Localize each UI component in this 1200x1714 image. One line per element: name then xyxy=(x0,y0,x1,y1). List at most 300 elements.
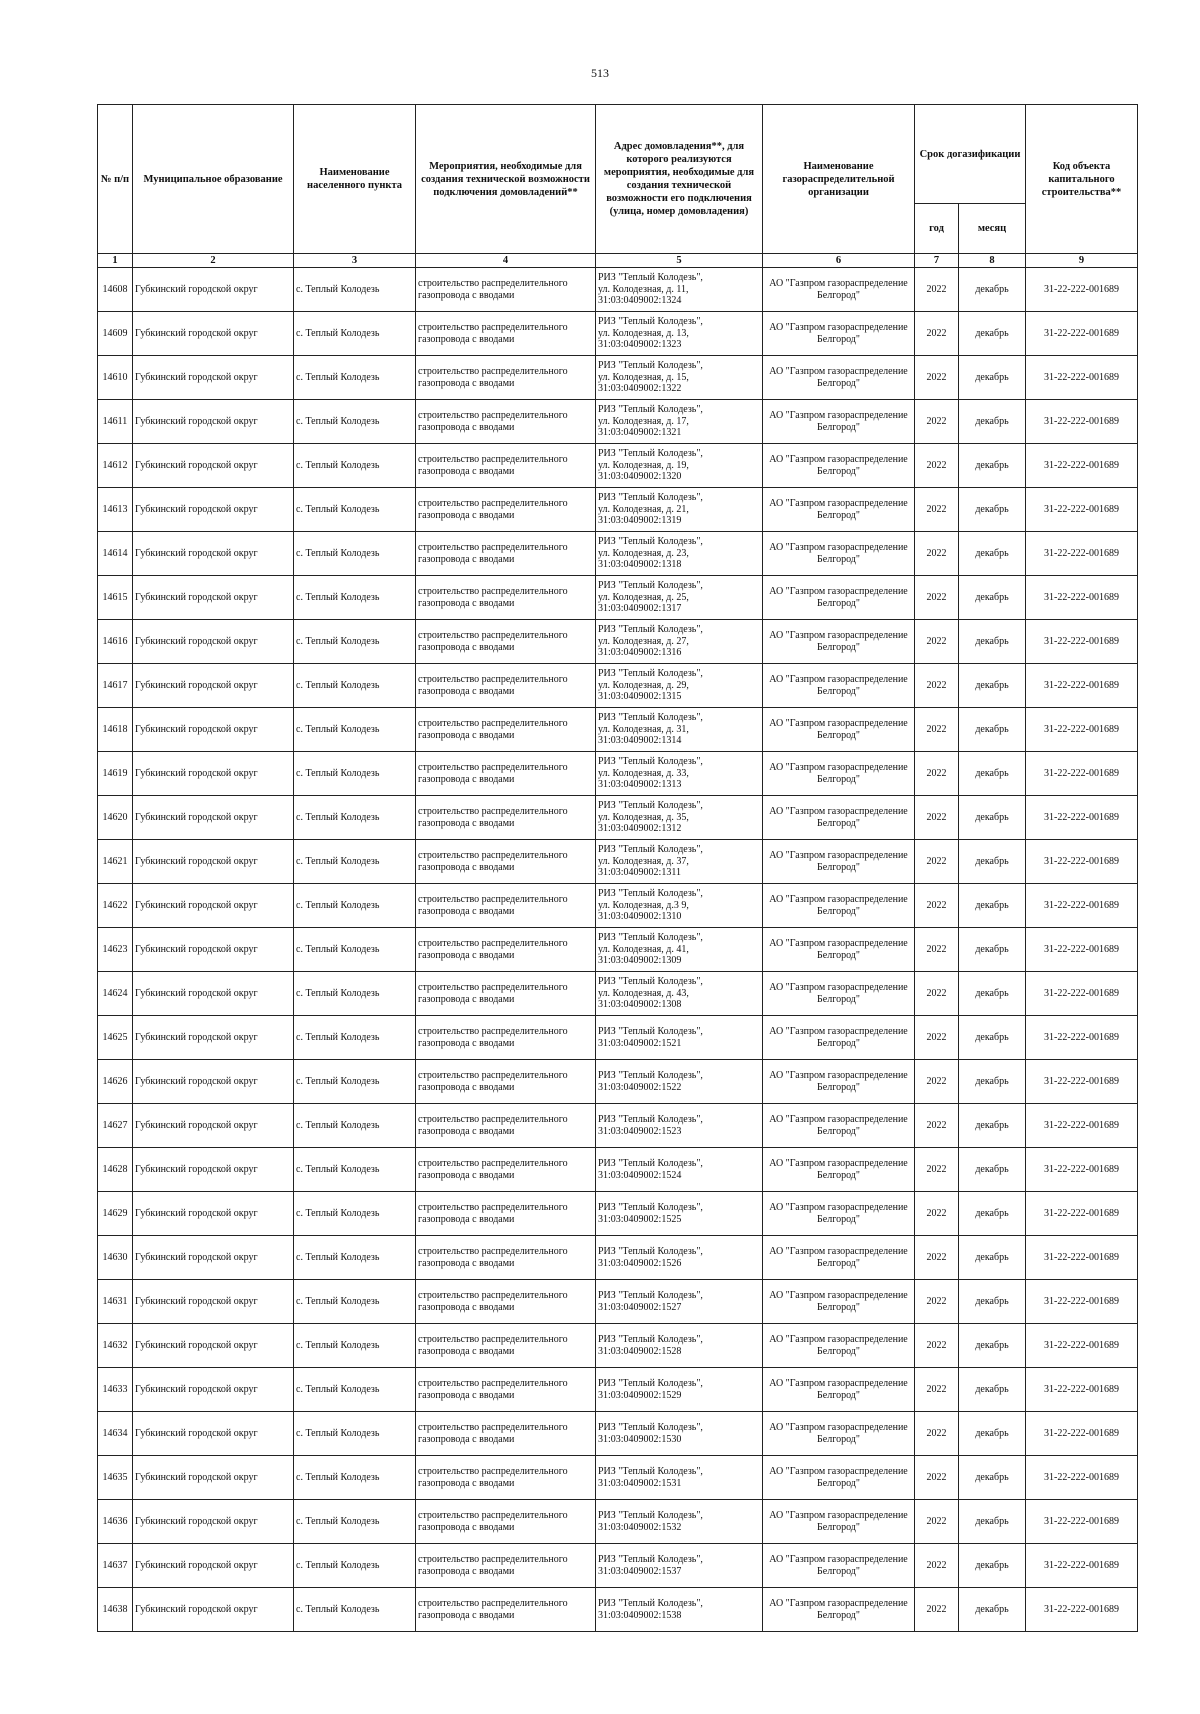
address-line: РИЗ "Теплый Колодезь", xyxy=(598,1466,703,1477)
month-cell: декабрь xyxy=(959,884,1026,928)
municipality-cell: Губкинский городской округ xyxy=(133,1412,294,1456)
activity-cell: строительство распределительного газопровода с вводами xyxy=(416,1368,596,1412)
municipality-cell: Губкинский городской округ xyxy=(133,1588,294,1632)
row-number-cell: 14633 xyxy=(98,1368,133,1412)
municipality-cell: Губкинский городской округ xyxy=(133,928,294,972)
address-cell xyxy=(596,928,763,972)
address-cell xyxy=(596,708,763,752)
object-code-cell: 31-22-222-001689 xyxy=(1026,1280,1138,1324)
municipality-cell: Губкинский городской округ xyxy=(133,1104,294,1148)
year-cell: 2022 xyxy=(915,1060,959,1104)
header-num: № п/п xyxy=(98,105,133,254)
table-row xyxy=(98,752,1138,796)
municipality-cell: Губкинский городской округ xyxy=(133,488,294,532)
header-address: Адрес домовладения**, для которого реализуются мероприятия, необходимые для создания технической возможности его подключения (улица, номер домовладения) xyxy=(596,105,763,254)
address-line: 31:03:0409002:1523 xyxy=(598,1125,682,1137)
address-cell xyxy=(596,620,763,664)
address-cell xyxy=(596,268,763,312)
address-line: РИЗ "Теплый Колодезь", xyxy=(598,1026,703,1037)
year-cell: 2022 xyxy=(915,1500,959,1544)
address-line: ул. Колодезная, д. 17, xyxy=(598,415,689,427)
table-row xyxy=(98,400,1138,444)
row-number-cell: 14617 xyxy=(98,664,133,708)
address-line: РИЗ "Теплый Колодезь", xyxy=(598,404,703,416)
month-cell: декабрь xyxy=(959,752,1026,796)
municipality-cell: Губкинский городской округ xyxy=(133,840,294,884)
address-line: РИЗ "Теплый Колодезь", xyxy=(598,756,703,768)
locality-cell: с. Теплый Колодезь xyxy=(294,1500,416,1544)
activity-cell: строительство распределительного газопровода с вводами xyxy=(416,1148,596,1192)
activity-cell: строительство распределительного газопровода с вводами xyxy=(416,1588,596,1632)
row-number-cell: 14630 xyxy=(98,1236,133,1280)
month-cell: декабрь xyxy=(959,1588,1026,1632)
row-number-cell: 14628 xyxy=(98,1148,133,1192)
address-line: ул. Колодезная, д. 19, xyxy=(598,459,689,471)
address-line: РИЗ "Теплый Колодезь", xyxy=(598,448,703,460)
address-line: РИЗ "Теплый Колодезь", xyxy=(598,1334,703,1345)
row-number-cell: 14621 xyxy=(98,840,133,884)
month-cell: декабрь xyxy=(959,576,1026,620)
locality-cell: с. Теплый Колодезь xyxy=(294,972,416,1016)
table-row xyxy=(98,356,1138,400)
address-line: 31:03:0409002:1527 xyxy=(598,1301,682,1313)
object-code-cell: 31-22-222-001689 xyxy=(1026,1148,1138,1192)
year-cell: 2022 xyxy=(915,972,959,1016)
table-row xyxy=(98,664,1138,708)
organization-cell: АО "Газпром газораспределение Белгород" xyxy=(763,576,915,620)
object-code-cell: 31-22-222-001689 xyxy=(1026,796,1138,840)
activity-cell: строительство распределительного газопровода с вводами xyxy=(416,972,596,1016)
locality-cell: с. Теплый Колодезь xyxy=(294,752,416,796)
address-line: 31:03:0409002:1310 xyxy=(598,911,682,923)
address-line: 31:03:0409002:1322 xyxy=(598,383,682,395)
organization-cell: АО "Газпром газораспределение Белгород" xyxy=(763,1236,915,1280)
municipality-cell: Губкинский городской округ xyxy=(133,708,294,752)
locality-cell: с. Теплый Колодезь xyxy=(294,1060,416,1104)
object-code-cell: 31-22-222-001689 xyxy=(1026,356,1138,400)
month-cell: декабрь xyxy=(959,620,1026,664)
address-line: ул. Колодезная, д. 11, xyxy=(598,283,689,295)
locality-cell: с. Теплый Колодезь xyxy=(294,1236,416,1280)
month-cell: декабрь xyxy=(959,1368,1026,1412)
address-line: 31:03:0409002:1537 xyxy=(598,1565,682,1577)
object-code-cell: 31-22-222-001689 xyxy=(1026,1544,1138,1588)
address-line: 31:03:0409002:1324 xyxy=(598,295,682,307)
address-line: 31:03:0409002:1313 xyxy=(598,779,682,791)
column-number: 8 xyxy=(959,254,1026,268)
row-number-cell: 14638 xyxy=(98,1588,133,1632)
activity-cell: строительство распределительного газопровода с вводами xyxy=(416,488,596,532)
activity-cell: строительство распределительного газопровода с вводами xyxy=(416,752,596,796)
activity-cell: строительство распределительного газопровода с вводами xyxy=(416,1104,596,1148)
address-line: РИЗ "Теплый Колодезь", xyxy=(598,1598,703,1609)
activity-cell: строительство распределительного газопровода с вводами xyxy=(416,884,596,928)
activity-cell: строительство распределительного газопровода с вводами xyxy=(416,400,596,444)
locality-cell: с. Теплый Колодезь xyxy=(294,532,416,576)
address-cell xyxy=(596,1104,763,1148)
row-number-cell: 14610 xyxy=(98,356,133,400)
object-code-cell: 31-22-222-001689 xyxy=(1026,1588,1138,1632)
table-row xyxy=(98,312,1138,356)
object-code-cell: 31-22-222-001689 xyxy=(1026,444,1138,488)
object-code-cell: 31-22-222-001689 xyxy=(1026,400,1138,444)
organization-cell: АО "Газпром газораспределение Белгород" xyxy=(763,620,915,664)
table-row xyxy=(98,1016,1138,1060)
row-number-cell: 14629 xyxy=(98,1192,133,1236)
object-code-cell: 31-22-222-001689 xyxy=(1026,972,1138,1016)
locality-cell: с. Теплый Колодезь xyxy=(294,356,416,400)
address-line: РИЗ "Теплый Колодезь", xyxy=(598,844,703,856)
organization-cell: АО "Газпром газораспределение Белгород" xyxy=(763,928,915,972)
address-line: 31:03:0409002:1311 xyxy=(598,867,681,879)
locality-cell: с. Теплый Колодезь xyxy=(294,1104,416,1148)
month-cell: декабрь xyxy=(959,312,1026,356)
address-line: РИЗ "Теплый Колодезь", xyxy=(598,1246,703,1257)
header-organization: Наименование газораспределительной организации xyxy=(763,105,915,254)
address-line: 31:03:0409002:1538 xyxy=(598,1609,682,1621)
locality-cell: с. Теплый Колодезь xyxy=(294,400,416,444)
address-line: 31:03:0409002:1528 xyxy=(598,1345,682,1357)
municipality-cell: Губкинский городской округ xyxy=(133,1280,294,1324)
organization-cell: АО "Газпром газораспределение Белгород" xyxy=(763,1192,915,1236)
address-line: РИЗ "Теплый Колодезь", xyxy=(598,492,703,504)
table-row xyxy=(98,1412,1138,1456)
municipality-cell: Губкинский городской округ xyxy=(133,1236,294,1280)
month-cell: декабрь xyxy=(959,1280,1026,1324)
year-cell: 2022 xyxy=(915,796,959,840)
month-cell: декабрь xyxy=(959,532,1026,576)
address-cell xyxy=(596,664,763,708)
year-cell: 2022 xyxy=(915,1544,959,1588)
month-cell: декабрь xyxy=(959,796,1026,840)
table-row xyxy=(98,1104,1138,1148)
locality-cell: с. Теплый Колодезь xyxy=(294,928,416,972)
organization-cell: АО "Газпром газораспределение Белгород" xyxy=(763,752,915,796)
column-number: 3 xyxy=(294,254,416,268)
year-cell: 2022 xyxy=(915,356,959,400)
address-line: 31:03:0409002:1323 xyxy=(598,339,682,351)
organization-cell: АО "Газпром газораспределение Белгород" xyxy=(763,1368,915,1412)
municipality-cell: Губкинский городской округ xyxy=(133,796,294,840)
table-row xyxy=(98,1236,1138,1280)
year-cell: 2022 xyxy=(915,840,959,884)
month-cell: декабрь xyxy=(959,1236,1026,1280)
header-month: месяц xyxy=(959,204,1026,254)
month-cell: декабрь xyxy=(959,972,1026,1016)
year-cell: 2022 xyxy=(915,576,959,620)
address-line: 31:03:0409002:1316 xyxy=(598,647,682,659)
table-row xyxy=(98,488,1138,532)
address-cell xyxy=(596,840,763,884)
address-line: 31:03:0409002:1317 xyxy=(598,603,682,615)
year-cell: 2022 xyxy=(915,1588,959,1632)
address-line: 31:03:0409002:1522 xyxy=(598,1081,682,1093)
address-line: РИЗ "Теплый Колодезь", xyxy=(598,888,703,900)
organization-cell: АО "Газпром газораспределение Белгород" xyxy=(763,1544,915,1588)
row-number-cell: 14613 xyxy=(98,488,133,532)
address-line: РИЗ "Теплый Колодезь", xyxy=(598,272,703,284)
address-line: 31:03:0409002:1525 xyxy=(598,1213,682,1225)
object-code-cell: 31-22-222-001689 xyxy=(1026,1236,1138,1280)
year-cell: 2022 xyxy=(915,928,959,972)
address-line: 31:03:0409002:1531 xyxy=(598,1477,682,1489)
table-row xyxy=(98,796,1138,840)
month-cell: декабрь xyxy=(959,488,1026,532)
activity-cell: строительство распределительного газопровода с вводами xyxy=(416,576,596,620)
table-row xyxy=(98,1368,1138,1412)
address-cell xyxy=(596,1588,763,1632)
locality-cell: с. Теплый Колодезь xyxy=(294,664,416,708)
municipality-cell: Губкинский городской округ xyxy=(133,1456,294,1500)
address-line: РИЗ "Теплый Колодезь", xyxy=(598,800,703,812)
address-line: 31:03:0409002:1524 xyxy=(598,1169,682,1181)
municipality-cell: Губкинский городской округ xyxy=(133,1324,294,1368)
activity-cell: строительство распределительного газопровода с вводами xyxy=(416,620,596,664)
locality-cell: с. Теплый Колодезь xyxy=(294,1324,416,1368)
activity-cell: строительство распределительного газопровода с вводами xyxy=(416,796,596,840)
header-municipality: Муниципальное образование xyxy=(133,105,294,254)
year-cell: 2022 xyxy=(915,1016,959,1060)
row-number-cell: 14611 xyxy=(98,400,133,444)
header-locality: Наименование населенного пункта xyxy=(294,105,416,254)
address-line: РИЗ "Теплый Колодезь", xyxy=(598,712,703,724)
table-row xyxy=(98,928,1138,972)
address-line: 31:03:0409002:1308 xyxy=(598,999,682,1011)
row-number-cell: 14612 xyxy=(98,444,133,488)
object-code-cell: 31-22-222-001689 xyxy=(1026,1456,1138,1500)
activity-cell: строительство распределительного газопровода с вводами xyxy=(416,312,596,356)
address-cell xyxy=(596,488,763,532)
row-number-cell: 14619 xyxy=(98,752,133,796)
month-cell: декабрь xyxy=(959,1016,1026,1060)
organization-cell: АО "Газпром газораспределение Белгород" xyxy=(763,1148,915,1192)
year-cell: 2022 xyxy=(915,400,959,444)
table-row xyxy=(98,1544,1138,1588)
municipality-cell: Губкинский городской округ xyxy=(133,444,294,488)
address-line: 31:03:0409002:1521 xyxy=(598,1037,682,1049)
column-number: 1 xyxy=(98,254,133,268)
year-cell: 2022 xyxy=(915,532,959,576)
row-number-cell: 14620 xyxy=(98,796,133,840)
address-line: РИЗ "Теплый Колодезь", xyxy=(598,536,703,548)
address-line: РИЗ "Теплый Колодезь", xyxy=(598,1202,703,1213)
address-line: 31:03:0409002:1309 xyxy=(598,955,682,967)
table-row xyxy=(98,620,1138,664)
activity-cell: строительство распределительного газопровода с вводами xyxy=(416,532,596,576)
table-row xyxy=(98,268,1138,312)
month-cell: декабрь xyxy=(959,1104,1026,1148)
month-cell: декабрь xyxy=(959,1544,1026,1588)
address-line: 31:03:0409002:1532 xyxy=(598,1521,682,1533)
activity-cell: строительство распределительного газопровода с вводами xyxy=(416,268,596,312)
address-cell xyxy=(596,1192,763,1236)
address-cell xyxy=(596,400,763,444)
object-code-cell: 31-22-222-001689 xyxy=(1026,620,1138,664)
locality-cell: с. Теплый Колодезь xyxy=(294,1192,416,1236)
organization-cell: АО "Газпром газораспределение Белгород" xyxy=(763,268,915,312)
address-line: 31:03:0409002:1319 xyxy=(598,515,682,527)
activity-cell: строительство распределительного газопровода с вводами xyxy=(416,840,596,884)
year-cell: 2022 xyxy=(915,488,959,532)
header-deadline: Срок догазификации xyxy=(915,105,1026,204)
object-code-cell: 31-22-222-001689 xyxy=(1026,664,1138,708)
address-cell xyxy=(596,1456,763,1500)
address-line: ул. Колодезная, д. 31, xyxy=(598,723,689,735)
activity-cell: строительство распределительного газопровода с вводами xyxy=(416,1060,596,1104)
organization-cell: АО "Газпром газораспределение Белгород" xyxy=(763,1588,915,1632)
address-cell xyxy=(596,312,763,356)
municipality-cell: Губкинский городской округ xyxy=(133,1192,294,1236)
organization-cell: АО "Газпром газораспределение Белгород" xyxy=(763,708,915,752)
table-row xyxy=(98,972,1138,1016)
organization-cell: АО "Газпром газораспределение Белгород" xyxy=(763,1456,915,1500)
address-line: ул. Колодезная, д. 13, xyxy=(598,327,689,339)
organization-cell: АО "Газпром газораспределение Белгород" xyxy=(763,884,915,928)
address-cell xyxy=(596,356,763,400)
locality-cell: с. Теплый Колодезь xyxy=(294,1148,416,1192)
locality-cell: с. Теплый Колодезь xyxy=(294,796,416,840)
organization-cell: АО "Газпром газораспределение Белгород" xyxy=(763,400,915,444)
table-row xyxy=(98,1456,1138,1500)
locality-cell: с. Теплый Колодезь xyxy=(294,444,416,488)
year-cell: 2022 xyxy=(915,664,959,708)
page-number: 513 xyxy=(591,66,609,80)
locality-cell: с. Теплый Колодезь xyxy=(294,1016,416,1060)
activity-cell: строительство распределительного газопровода с вводами xyxy=(416,1192,596,1236)
object-code-cell: 31-22-222-001689 xyxy=(1026,928,1138,972)
municipality-cell: Губкинский городской округ xyxy=(133,268,294,312)
locality-cell: с. Теплый Колодезь xyxy=(294,1412,416,1456)
locality-cell: с. Теплый Колодезь xyxy=(294,1368,416,1412)
row-number-cell: 14624 xyxy=(98,972,133,1016)
activity-cell: строительство распределительного газопровода с вводами xyxy=(416,1544,596,1588)
address-line: 31:03:0409002:1312 xyxy=(598,823,682,835)
row-number-cell: 14618 xyxy=(98,708,133,752)
table-row xyxy=(98,1324,1138,1368)
address-line: ул. Колодезная, д. 15, xyxy=(598,371,689,383)
municipality-cell: Губкинский городской округ xyxy=(133,1500,294,1544)
locality-cell: с. Теплый Колодезь xyxy=(294,1456,416,1500)
year-cell: 2022 xyxy=(915,1104,959,1148)
organization-cell: АО "Газпром газораспределение Белгород" xyxy=(763,664,915,708)
table-row xyxy=(98,884,1138,928)
municipality-cell: Губкинский городской округ xyxy=(133,620,294,664)
address-line: ул. Колодезная, д. 23, xyxy=(598,547,689,559)
address-line: ул. Колодезная, д. 29, xyxy=(598,679,689,691)
year-cell: 2022 xyxy=(915,1456,959,1500)
row-number-cell: 14623 xyxy=(98,928,133,972)
object-code-cell: 31-22-222-001689 xyxy=(1026,1368,1138,1412)
address-cell xyxy=(596,444,763,488)
year-cell: 2022 xyxy=(915,1236,959,1280)
municipality-cell: Губкинский городской округ xyxy=(133,312,294,356)
row-number-cell: 14616 xyxy=(98,620,133,664)
organization-cell: АО "Газпром газораспределение Белгород" xyxy=(763,356,915,400)
header-code: Код объекта капитального строительства** xyxy=(1026,105,1138,254)
address-cell xyxy=(596,1324,763,1368)
column-number-row xyxy=(98,254,1138,268)
row-number-cell: 14634 xyxy=(98,1412,133,1456)
municipality-cell: Губкинский городской округ xyxy=(133,356,294,400)
year-cell: 2022 xyxy=(915,1192,959,1236)
address-line: РИЗ "Теплый Колодезь", xyxy=(598,1070,703,1081)
address-cell xyxy=(596,1544,763,1588)
month-cell: декабрь xyxy=(959,1060,1026,1104)
address-line: 31:03:0409002:1321 xyxy=(598,427,682,439)
municipality-cell: Губкинский городской округ xyxy=(133,576,294,620)
address-line: РИЗ "Теплый Колодезь", xyxy=(598,1422,703,1433)
address-line: ул. Колодезная, д. 37, xyxy=(598,855,689,867)
year-cell: 2022 xyxy=(915,1148,959,1192)
address-line: ул. Колодезная, д. 33, xyxy=(598,767,689,779)
year-cell: 2022 xyxy=(915,708,959,752)
organization-cell: АО "Газпром газораспределение Белгород" xyxy=(763,1324,915,1368)
column-number: 4 xyxy=(416,254,596,268)
object-code-cell: 31-22-222-001689 xyxy=(1026,1060,1138,1104)
locality-cell: с. Теплый Колодезь xyxy=(294,1588,416,1632)
address-cell xyxy=(596,972,763,1016)
row-number-cell: 14627 xyxy=(98,1104,133,1148)
address-cell xyxy=(596,884,763,928)
organization-cell: АО "Газпром газораспределение Белгород" xyxy=(763,1016,915,1060)
year-cell: 2022 xyxy=(915,1368,959,1412)
address-cell xyxy=(596,1236,763,1280)
locality-cell: с. Теплый Колодезь xyxy=(294,1280,416,1324)
month-cell: декабрь xyxy=(959,444,1026,488)
object-code-cell: 31-22-222-001689 xyxy=(1026,1016,1138,1060)
row-number-cell: 14637 xyxy=(98,1544,133,1588)
activity-cell: строительство распределительного газопровода с вводами xyxy=(416,1236,596,1280)
activity-cell: строительство распределительного газопровода с вводами xyxy=(416,1500,596,1544)
object-code-cell: 31-22-222-001689 xyxy=(1026,1324,1138,1368)
table-row xyxy=(98,1148,1138,1192)
row-number-cell: 14636 xyxy=(98,1500,133,1544)
address-line: 31:03:0409002:1526 xyxy=(598,1257,682,1269)
month-cell: декабрь xyxy=(959,708,1026,752)
municipality-cell: Губкинский городской округ xyxy=(133,752,294,796)
header-activities: Мероприятия, необходимые для создания технической возможности подключения домовладений** xyxy=(416,105,596,254)
object-code-cell: 31-22-222-001689 xyxy=(1026,840,1138,884)
activity-cell: строительство распределительного газопровода с вводами xyxy=(416,928,596,972)
table-row xyxy=(98,576,1138,620)
table-row xyxy=(98,444,1138,488)
year-cell: 2022 xyxy=(915,1280,959,1324)
year-cell: 2022 xyxy=(915,1324,959,1368)
row-number-cell: 14615 xyxy=(98,576,133,620)
month-cell: декабрь xyxy=(959,1324,1026,1368)
object-code-cell: 31-22-222-001689 xyxy=(1026,1500,1138,1544)
table-header xyxy=(98,105,1138,268)
organization-cell: АО "Газпром газораспределение Белгород" xyxy=(763,488,915,532)
month-cell: декабрь xyxy=(959,664,1026,708)
address-line: РИЗ "Теплый Колодезь", xyxy=(598,1158,703,1169)
month-cell: декабрь xyxy=(959,268,1026,312)
address-line: 31:03:0409002:1530 xyxy=(598,1433,682,1445)
object-code-cell: 31-22-222-001689 xyxy=(1026,708,1138,752)
object-code-cell: 31-22-222-001689 xyxy=(1026,312,1138,356)
organization-cell: АО "Газпром газораспределение Белгород" xyxy=(763,1500,915,1544)
column-number: 5 xyxy=(596,254,763,268)
object-code-cell: 31-22-222-001689 xyxy=(1026,488,1138,532)
address-cell xyxy=(596,1148,763,1192)
row-number-cell: 14609 xyxy=(98,312,133,356)
organization-cell: АО "Газпром газораспределение Белгород" xyxy=(763,532,915,576)
year-cell: 2022 xyxy=(915,620,959,664)
activity-cell: строительство распределительного газопровода с вводами xyxy=(416,1456,596,1500)
municipality-cell: Губкинский городской округ xyxy=(133,664,294,708)
gasification-table xyxy=(97,104,1138,1632)
activity-cell: строительство распределительного газопровода с вводами xyxy=(416,1016,596,1060)
